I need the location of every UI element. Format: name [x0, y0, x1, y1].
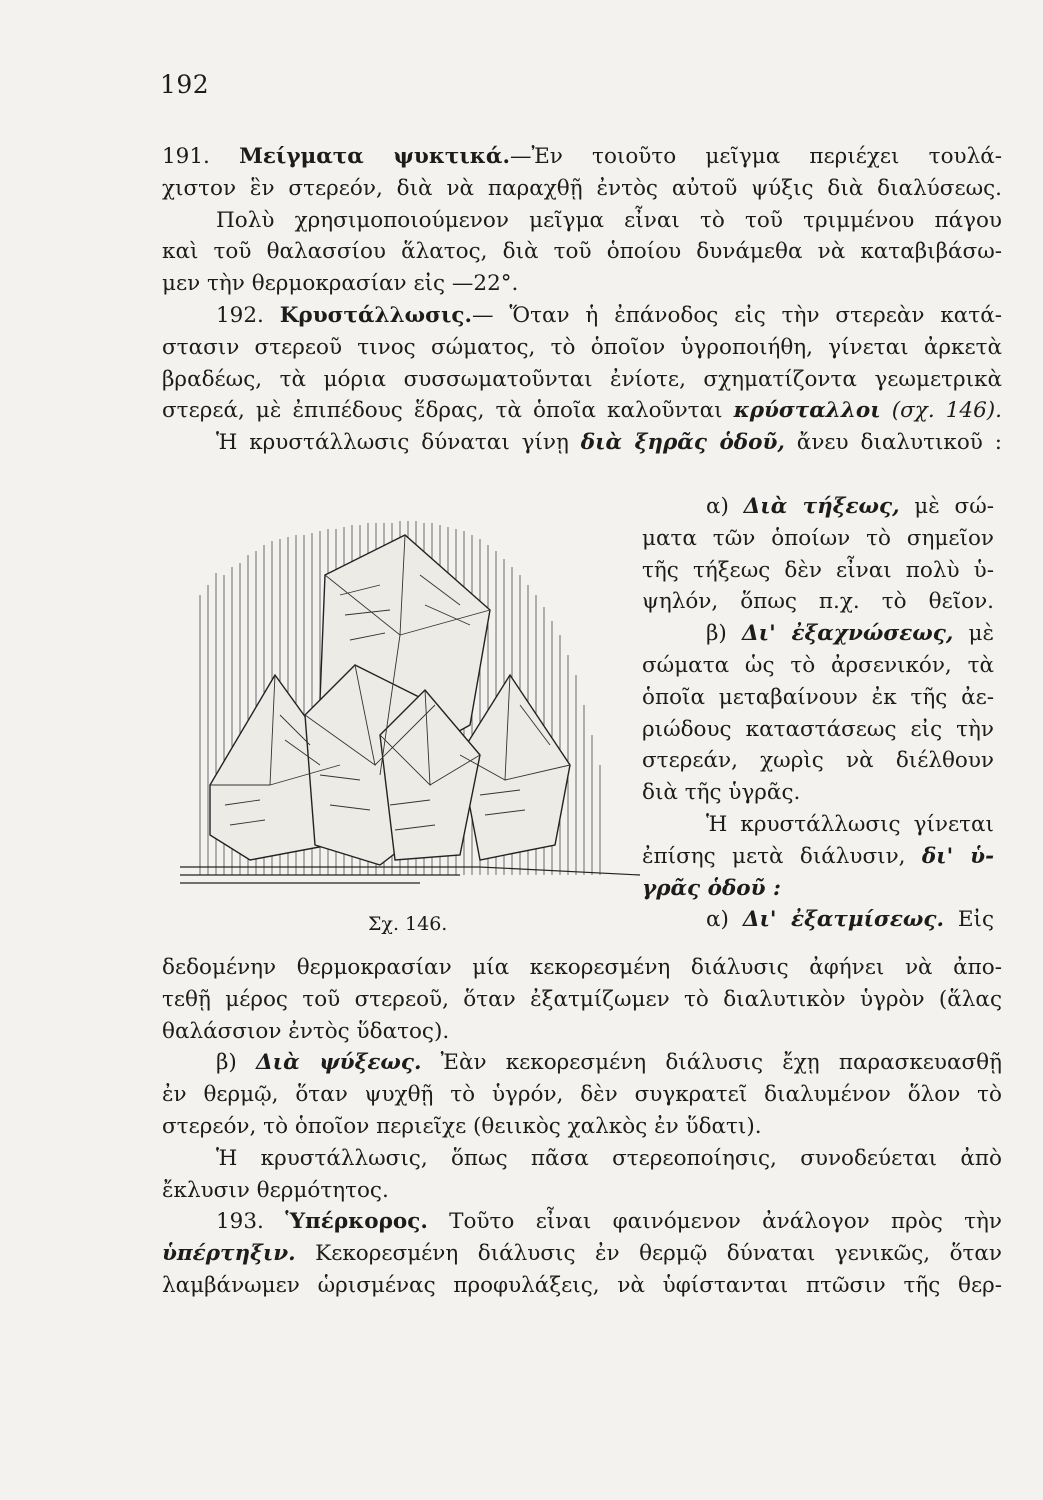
text-run: σώματα ὡς τὸ ἀρσενικόν, τὰ: [642, 653, 994, 678]
text-run: Δι' ἐξατμίσεως.: [742, 907, 944, 933]
text-run: Ἡ κρυστάλλωσις γίνεται: [706, 812, 994, 837]
text-line: [162, 952, 1002, 984]
text-run: 192.: [216, 303, 280, 328]
text-run: διὰ τῆς ὑγρᾶς.: [642, 780, 801, 806]
text-line: [162, 984, 1002, 1016]
text-line: [642, 904, 994, 936]
text-line: [162, 141, 1002, 173]
page-number: 192: [160, 70, 210, 99]
text-run: Τοῦτο εἶναι φαινόμενον ἀνάλογον πρὸς τὴν: [427, 1209, 1002, 1235]
text-run: τεθῇ μέρος τοῦ στερεοῦ, ὅταν ἐξατμίζωμεν τὸ διαλυτικὸν ὑγρὸν (ἅλας: [162, 986, 1002, 1012]
text-run: Διὰ τήξεως,: [743, 494, 900, 519]
text-line: [162, 1206, 1002, 1238]
text-run: Κρυστάλλωσις.: [279, 303, 472, 328]
text-line: [162, 332, 1002, 364]
text-run: β): [216, 1050, 256, 1076]
text-line: [162, 1143, 1002, 1175]
text-line: [162, 1111, 1002, 1143]
text-run: ὁποῖα μεταβαίνουν ἐκ τῆς ἀε-: [642, 684, 994, 710]
text-line: [162, 1238, 1002, 1270]
text-run: 191.: [162, 144, 240, 169]
text-line: [162, 1047, 1002, 1079]
text-line: [162, 395, 1002, 427]
text-line: [162, 364, 1002, 396]
text-run: κρύσταλλοι: [733, 398, 881, 424]
text-run: —Ἐν τοιοῦτο μεῖγμα περιέχει τουλά-: [509, 144, 1002, 169]
text-line: [642, 841, 994, 873]
text-run: ἄνευ διαλυτικοῦ :: [784, 430, 1003, 456]
text-run: χιστον ἓν στερεόν, διὰ νὰ παραχθῇ ἐντὸς αὐτοῦ ψύξις διὰ διαλύσεως.: [162, 175, 1002, 201]
text-run: β): [706, 621, 742, 647]
text-line: [642, 586, 994, 618]
text-line: [642, 777, 994, 809]
text-line: [642, 682, 994, 714]
text-run: Ἡ κρυστάλλωσις δύναται γίνῃ: [216, 430, 581, 456]
text-run: ἐν θερμῷ, ὅταν ψυχθῇ τὸ ὑγρόν, δὲν συγκρατεῖ διαλυμένον ὅλον τὸ: [162, 1082, 1002, 1108]
text-line: [162, 236, 1002, 268]
text-line: [162, 173, 1002, 205]
text-run: Κεκορεσμένη διάλυσις ἐν θερμῷ δύναται γενικῶς, ὅταν: [295, 1241, 1002, 1267]
text-run: Εἰς: [943, 907, 995, 933]
crystal-figure: [180, 515, 640, 900]
text-run: Διὰ ψύξεως.: [255, 1050, 422, 1076]
text-line: [162, 205, 1002, 237]
text-run: Ἡ κρυστάλλωσις, ὅπως πᾶσα στερεοποίησις, συνοδεύεται ἀπὸ: [216, 1145, 1002, 1171]
text-run: Ἐὰν κεκορεσμένη διάλυσις ἔχῃ παρασκευασθῇ: [421, 1050, 1002, 1076]
text-line: [642, 873, 994, 905]
text-line: [162, 1016, 1002, 1048]
text-run: βραδέως, τὰ μόρια συσσωματοῦνται ἐνίοτε, σχηματίζοντα γεωμετρικὰ: [162, 366, 1002, 392]
text-run: (σχ. 146).: [880, 398, 1002, 424]
text-line: [642, 618, 994, 650]
text-run: δι' ὑ-: [921, 843, 994, 869]
text-run: ἔκλυσιν θερμότητος.: [162, 1177, 389, 1203]
text-run: διὰ ξηρᾶς ὁδοῦ,: [580, 430, 785, 456]
text-run: ὑπέρτηξιν.: [162, 1241, 296, 1267]
text-line: [162, 1270, 1002, 1302]
text-run: τῆς τήξεως δὲν εἶναι πολὺ ὑ-: [642, 557, 994, 583]
text-run: Μείγματα ψυκτικά.: [239, 144, 510, 169]
text-run: ματα τῶν ὁποίων τὸ σημεῖον: [642, 525, 994, 551]
text-run: δεδομένην θερμοκρασίαν μία κεκορεσμένη διάλυσις ἀφήνει νὰ ἀπο-: [162, 955, 1002, 980]
crystal-illustration: [180, 515, 640, 900]
text-run: ἐπίσης μετὰ διάλυσιν,: [642, 843, 922, 869]
text-run: μὲ: [953, 621, 994, 647]
text-run: θαλάσσιον ἐντὸς ὕδατος).: [162, 1018, 450, 1044]
text-run: — Ὅταν ἡ ἐπάνοδος εἰς τὴν στερεὰν κατά-: [471, 303, 1002, 328]
text-run: μὲ σώ-: [899, 494, 994, 519]
text-line: [162, 1079, 1002, 1111]
text-run: γρᾶς ὁδοῦ :: [642, 875, 781, 901]
text-run: α): [706, 907, 743, 933]
text-line: [642, 650, 994, 682]
text-run: α): [706, 494, 744, 519]
text-line: [162, 268, 1002, 300]
text-line: [642, 491, 994, 523]
text-line: [642, 555, 994, 587]
text-run: μεν τὴν θερμοκρασίαν εἰς —22°.: [162, 271, 519, 297]
text-run: στερεάν, χωρὶς νὰ διέλθουν: [642, 748, 994, 774]
text-run: 193.: [216, 1209, 286, 1235]
text-run: λαμβάνωμεν ὡρισμένας προφυλάξεις, νὰ ὑφίστανται πτῶσιν τῆς θερ-: [162, 1273, 1002, 1298]
figure-caption: Σχ. 146.: [368, 913, 448, 935]
text-run: καὶ τοῦ θαλασσίου ἅλατος, διὰ τοῦ ὁποίου δυνάμεθα νὰ καταβιβάσω-: [162, 239, 1002, 265]
text-line: [642, 745, 994, 777]
text-line: [642, 714, 994, 746]
text-run: Δι' ἐξαχνώσεως,: [741, 621, 954, 647]
text-run: στερεά, μὲ ἐπιπέδους ἕδρας, τὰ ὁποῖα καλοῦνται: [162, 398, 734, 424]
text-run: Πολὺ χρησιμοποιούμενον μεῖγμα εἶναι τὸ τοῦ τριμμένου πάγου: [216, 207, 1002, 233]
text-line: [642, 523, 994, 555]
text-line: [162, 300, 1002, 332]
text-run: ψηλόν, ὅπως π.χ. τὸ θεῖον.: [642, 589, 994, 615]
text-line: [162, 427, 1002, 459]
text-run: Ὑπέρκορος.: [285, 1209, 428, 1235]
text-run: στασιν στερεοῦ τινος σώματος, τὸ ὁποῖον ὑγροποιήθη, γίνεται ἀρκετὰ: [162, 334, 1002, 360]
text-line: [162, 1175, 1002, 1207]
text-run: ριώδους καταστάσεως εἰς τὴν: [642, 716, 994, 742]
text-line: [642, 809, 994, 841]
text-run: στερεόν, τὸ ὁποῖον περιεῖχε (θειικὸς χαλκὸς ἐν ὕδατι).: [162, 1114, 762, 1139]
